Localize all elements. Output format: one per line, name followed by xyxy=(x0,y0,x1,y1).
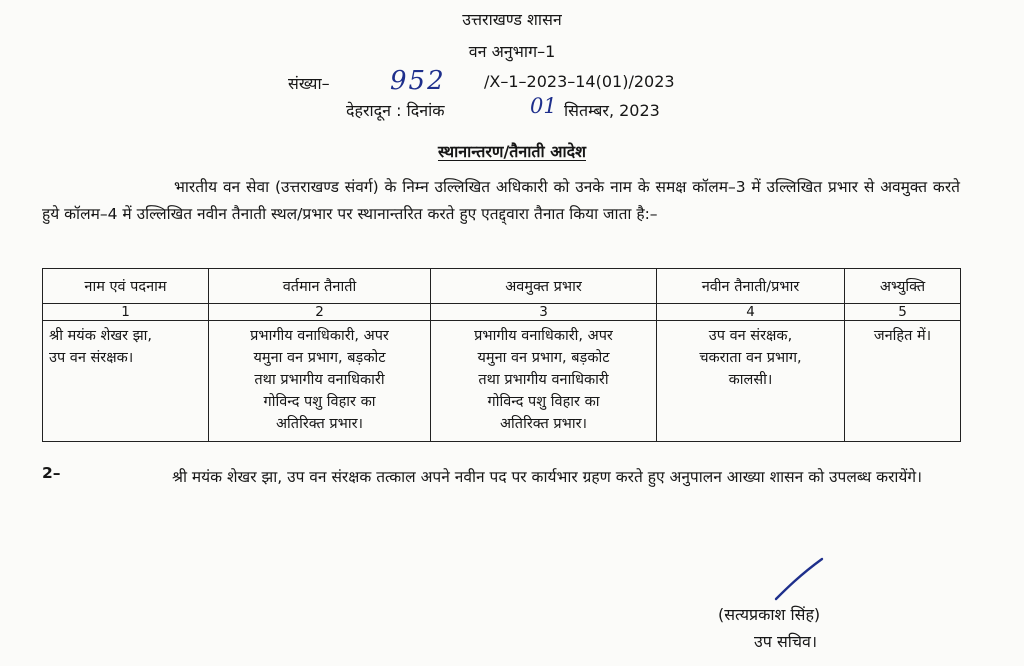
column-number: 5 xyxy=(845,304,961,321)
cell-line: यमुना वन प्रभाग, बड़कोट xyxy=(477,350,610,366)
cell-relieved-charge xyxy=(431,321,657,442)
date-suffix: सितम्बर, 2023 xyxy=(564,101,660,120)
column-number: 3 xyxy=(431,304,657,321)
reference-code: /X–1–2023–14(01)/2023 xyxy=(484,72,675,91)
cell-line: अतिरिक्त प्रभार। xyxy=(275,416,364,432)
date-line xyxy=(0,94,1024,123)
table-header-row xyxy=(43,269,961,304)
header-relieved-charge: अवमुक्त प्रभार xyxy=(431,269,657,304)
handwritten-number: 952 xyxy=(390,66,446,96)
compliance-paragraph: श्री मयंक शेखर झा, उप वन संरक्षक तत्काल अपने नवीन पद पर कार्यभार ग्रहण करते हुए अनुपालन आख्या शासन को उपलब्ध करायेंगे। xyxy=(172,468,923,486)
cell-line: जनहित में। xyxy=(873,328,932,344)
header-name-designation: नाम एवं पदनाम xyxy=(43,269,209,304)
cell-line: चकराता वन प्रभाग, xyxy=(699,350,802,366)
cell-line: प्रभागीय वनाधिकारी, अपर xyxy=(250,328,389,344)
cell-line: उप वन संरक्षक। xyxy=(49,350,134,366)
signature-mark xyxy=(770,555,830,603)
intro-paragraph: भारतीय वन सेवा (उत्तराखण्ड संवर्ग) के निम्न उल्लिखित अधिकारी को उनके नाम के समक्ष कॉलम–3 में उल्लिखित प्रभार से अवमुक्त करते हुये कॉलम–4 में उल्लिखित नवीन तैनाती स्थल/प्रभार पर स्थानान्तरित करते हुए एतद्द्वारा तैनात किया जाता है:– xyxy=(42,178,960,223)
government-heading: उत्तराखण्ड शासन xyxy=(462,10,562,29)
order-title xyxy=(0,140,1024,162)
cell-line: तथा प्रभागीय वनाधिकारी xyxy=(254,372,385,388)
cell-name xyxy=(43,321,209,442)
cell-line: श्री मयंक शेखर झा, xyxy=(49,328,153,344)
cell-line: उप वन संरक्षक, xyxy=(708,328,793,344)
column-number: 2 xyxy=(209,304,431,321)
signatory-name: (सत्यप्रकाश सिंह) xyxy=(718,605,821,624)
column-number-row xyxy=(43,304,961,321)
table-row xyxy=(43,321,961,442)
cell-line: गोविन्द पशु विहार का xyxy=(487,394,600,410)
cell-current-posting xyxy=(209,321,431,442)
cell-line: यमुना वन प्रभाग, बड़कोट xyxy=(253,350,386,366)
department-heading: वन अनुभाग–1 xyxy=(468,42,556,61)
handwritten-date-day: 01 xyxy=(530,94,557,118)
cell-line: तथा प्रभागीय वनाधिकारी xyxy=(478,372,609,388)
cell-new-posting xyxy=(657,321,845,442)
header-current-posting: वर्तमान तैनाती xyxy=(209,269,431,304)
signatory-designation: उप सचिव। xyxy=(754,632,818,651)
cell-line: कालसी। xyxy=(728,372,773,388)
number-label: संख्या– xyxy=(288,74,330,93)
cell-line: गोविन्द पशु विहार का xyxy=(263,394,376,410)
cell-remarks xyxy=(845,321,961,442)
header-new-posting: नवीन तैनाती/प्रभार xyxy=(657,269,845,304)
reference-number-line xyxy=(0,68,1024,98)
cell-line: अतिरिक्त प्रभार। xyxy=(499,416,588,432)
paragraph-number: 2– xyxy=(42,464,61,482)
column-number: 1 xyxy=(43,304,209,321)
date-prefix: देहरादून : दिनांक xyxy=(346,101,445,120)
order-title-text: स्थानान्तरण/तैनाती आदेश xyxy=(437,142,586,161)
column-number: 4 xyxy=(657,304,845,321)
transfer-table xyxy=(42,268,961,442)
header-remarks: अभ्युक्ति xyxy=(845,269,961,304)
cell-line: प्रभागीय वनाधिकारी, अपर xyxy=(474,328,613,344)
